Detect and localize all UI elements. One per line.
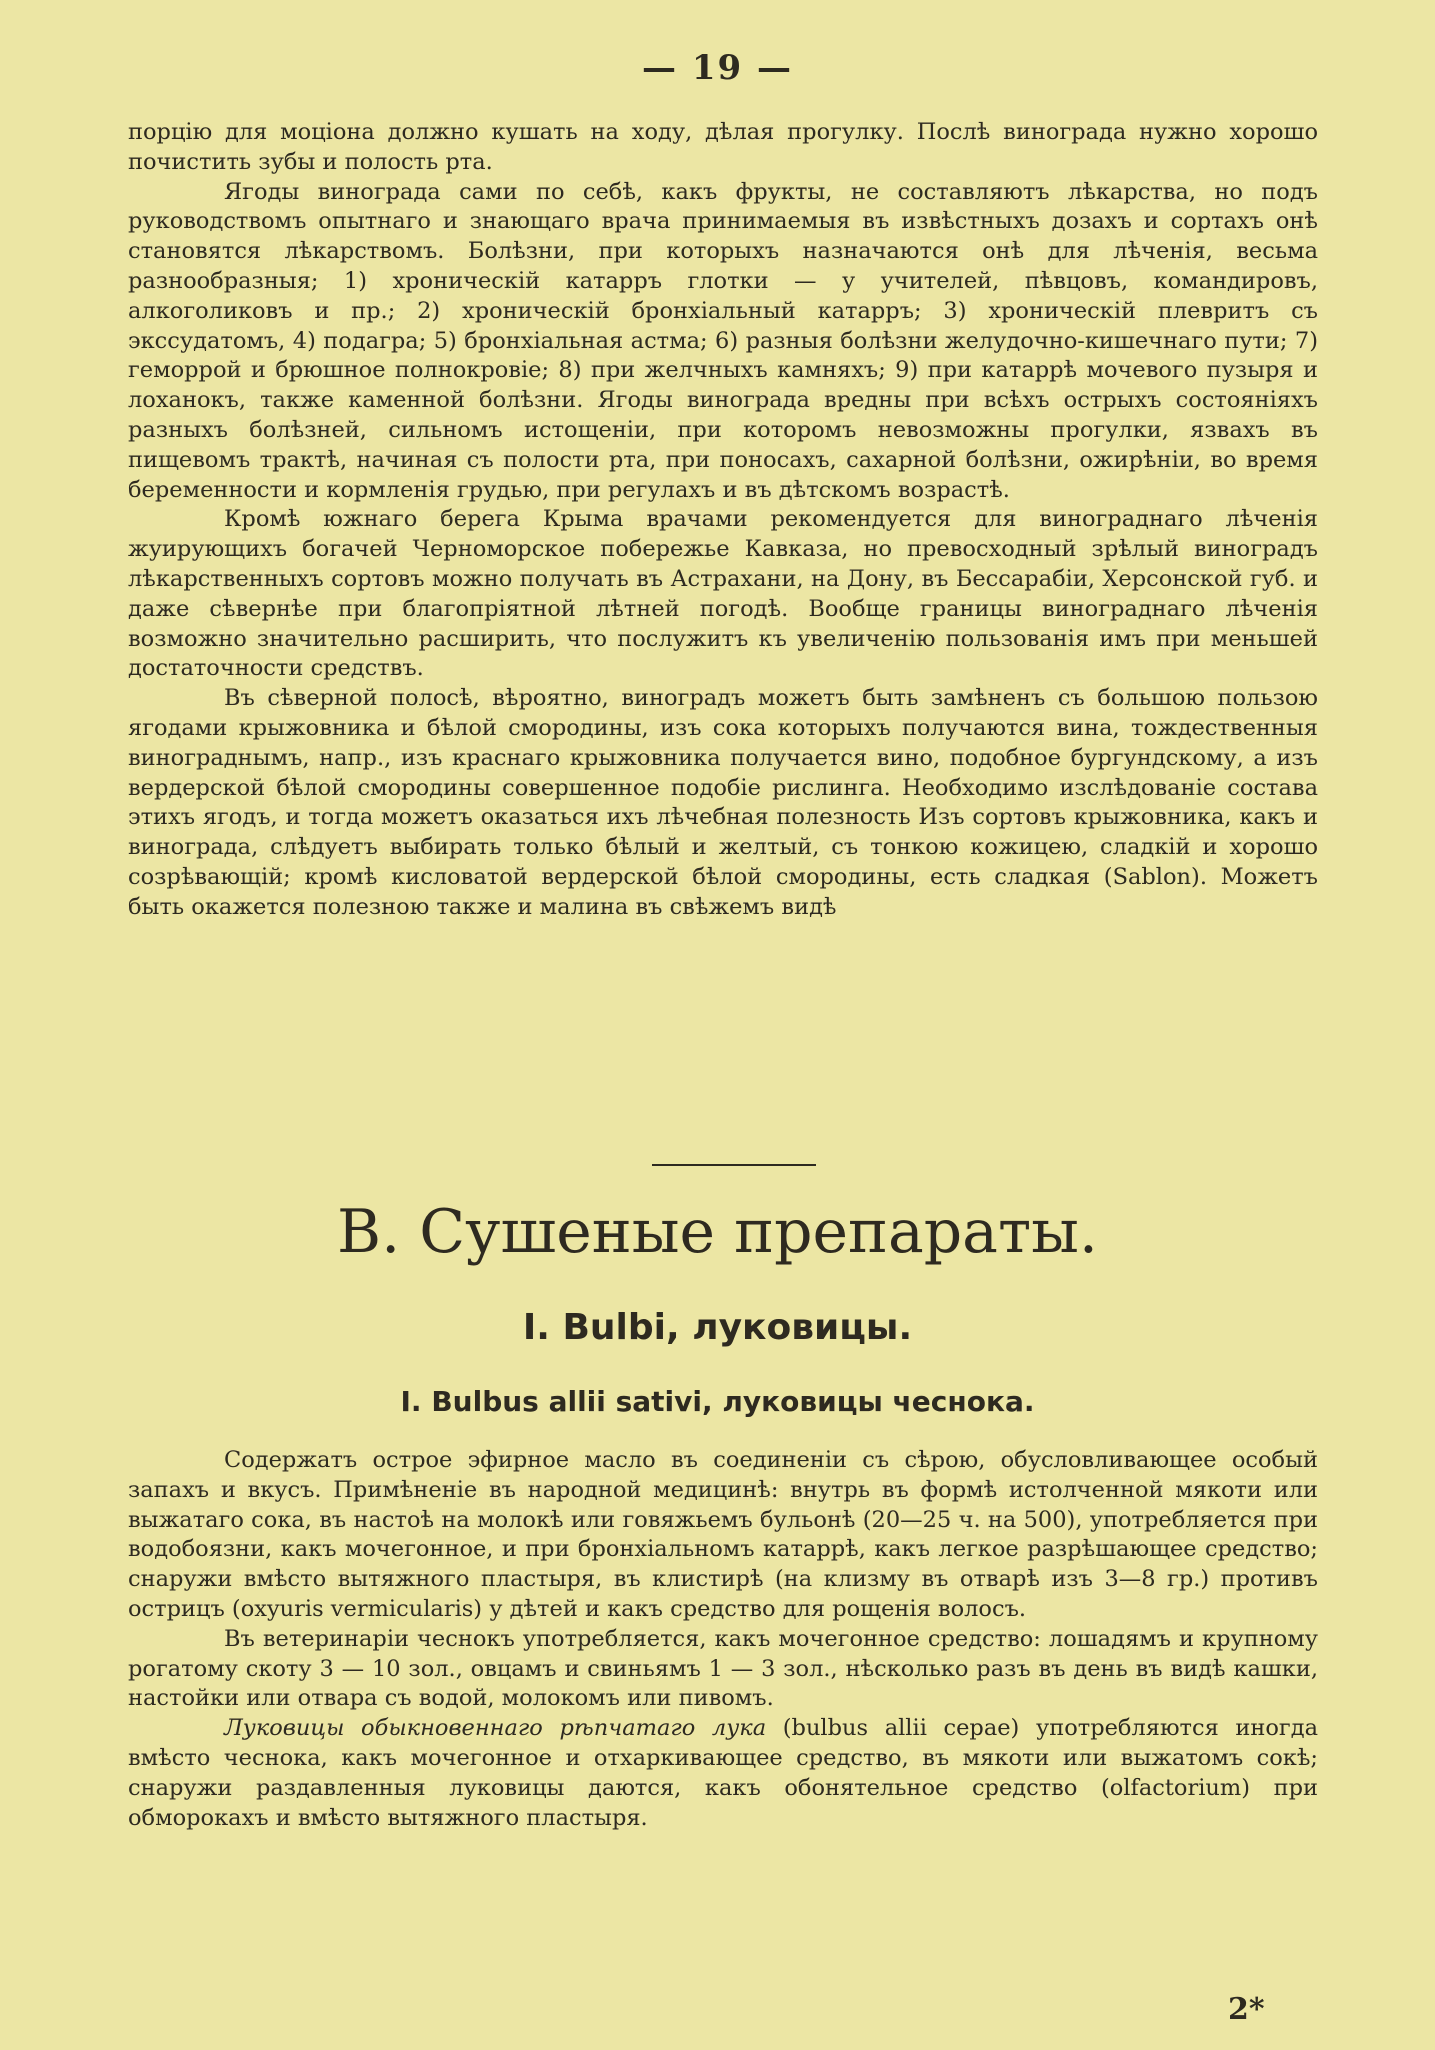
paragraph: Содержатъ острое эфирное масло въ соединеніи съ сѣрою, обусловливающее особый запахъ и вкусъ. Примѣненіе въ народной медицинѣ: внутрь въ формѣ истолченной мякоти или выжатаго сока, въ настоѣ на молокѣ или говяжьемъ бульонѣ (20—25 ч. на 500), употребляется при водобоязни, какъ мочегонное, и при бронхіальномъ катаррѣ, какъ легкое разрѣшающее средство; снаружи вмѣсто вытяжного пластыря, въ клистирѣ (на клизму въ отварѣ изъ 3—8 гр.) противъ острицъ (oxyuris vermicularis) у дѣтей и какъ средство для рощенія волосъ. [128,1447,1318,1622]
paragraph [128,1714,1318,1833]
section-grape-text [128,118,1318,923]
paragraph: Въ сѣверной полосѣ, вѣроятно, виноградъ можетъ быть замѣненъ съ большою пользою ягодами крыжовника и бѣлой смородины, изъ сока которыхъ получаются вина, тождественныя винограднымъ, напр., изъ краснаго крыжовника получается вино, подобное бургундскому, а изъ вердерской бѣлой смородины совершенное подобіе рислинга. Необходимо изслѣдованіе состава этихъ ягодъ, и тогда можетъ оказаться ихъ лѣчебная полезность Изъ сортовъ крыжовника, какъ и винограда, слѣдуетъ выбирать только бѣлый и желтый, съ тонкою кожицею, сладкій и хорошо созрѣвающій; кромѣ кисловатой вердерской бѣлой смородины, есть сладкая (Sablon). Можетъ быть окажется полезною также и малина въ свѣжемъ видѣ [128,685,1318,920]
italic-term: Луковицы обыкновеннаго рѣпчатаго лука [224,1715,767,1742]
article-heading: I. Bulbus allii sativi, луковицы чеснока. [400,1385,1035,1418]
subsection-heading: I. Bulbi, луковицы. [522,1307,913,1348]
paragraph-rest: (bulbus allii cepae) употребляются иногда вмѣсто чеснока, какъ мочегонное и отхаркивающее средство, въ мякоти или выжатомъ сокѣ; снаружи раздавленныя луковицы даются, какъ обонятельное средство (olfactorium) при обморокахъ и вмѣсто вытяжного пластыря. [128,1715,1318,1831]
paragraph: Кромѣ южнаго берега Крыма врачами рекомендуется для винограднаго лѣченія жуирующихъ богачей Черноморское побережье Кавказа, но превосходный зрѣлый виноградъ лѣкарственныхъ сортовъ можно получать въ Астрахани, на Дону, въ Бессарабіи, Херсонской губ. и даже сѣвернѣе при благопріятной лѣтней погодѣ. Вообще границы винограднаго лѣченія возможно значительно расширить, что послужитъ къ увеличенію пользованія имъ при меньшей достаточности средствъ. [128,506,1318,682]
paragraph: порцію для моціона должно кушать на ходу, дѣлая прогулку. Послѣ винограда нужно хорошо почистить зубы и полость рта. [128,119,1318,175]
page-number: — 19 — [642,48,793,88]
paragraph: Ягоды винограда сами по себѣ, какъ фрукты, не составляютъ лѣкарства, но подъ руководствомъ опытнаго и знающаго врача принимаемыя въ извѣстныхъ дозахъ и сортахъ онѣ становятся лѣкарствомъ. Болѣзни, при которыхъ назначаются онѣ для лѣченія, весьма разнообразныя; 1) хроническій катарръ глотки — у учителей, пѣвцовъ, командировъ, алкоголиковъ и пр.; 2) хроническій бронхіальный катарръ; 3) хроническій плевритъ съ экссудатомъ, 4) подагра; 5) бронхіальная астма; 6) разныя болѣзни желудочно-кишечнаго пути; 7) геморрой и брюшное полнокровіе; 8) при желчныхъ камняхъ; 9) при катаррѣ мочевого пузыря и лоханокъ, также каменной болѣзни. Ягоды винограда вредны при всѣхъ острыхъ состояніяхъ разныхъ болѣзней, сильномъ истощеніи, при которомъ невозможны прогулки, язвахъ въ пищевомъ трактѣ, начиная съ полости рта, при поносахъ, сахарной болѣзни, ожирѣніи, во время беременности и кормленія грудью, при регулахъ и въ дѣтскомъ возрастѣ. [128,178,1318,503]
section-divider [652,1164,816,1166]
signature-mark: 2* [1228,1992,1265,2027]
section-garlic-text [128,1446,1318,1833]
paragraph: Въ ветеринаріи чеснокъ употребляется, какъ мочегонное средство: лошадямъ и крупному рогатому скоту 3 — 10 зол., овцамъ и свиньямъ 1 — 3 зол., нѣсколько разъ въ день въ видѣ кашки, настойки или отвара съ водой, молокомъ или пивомъ. [128,1625,1318,1712]
section-heading: В. Сушеные препараты. [337,1197,1098,1267]
